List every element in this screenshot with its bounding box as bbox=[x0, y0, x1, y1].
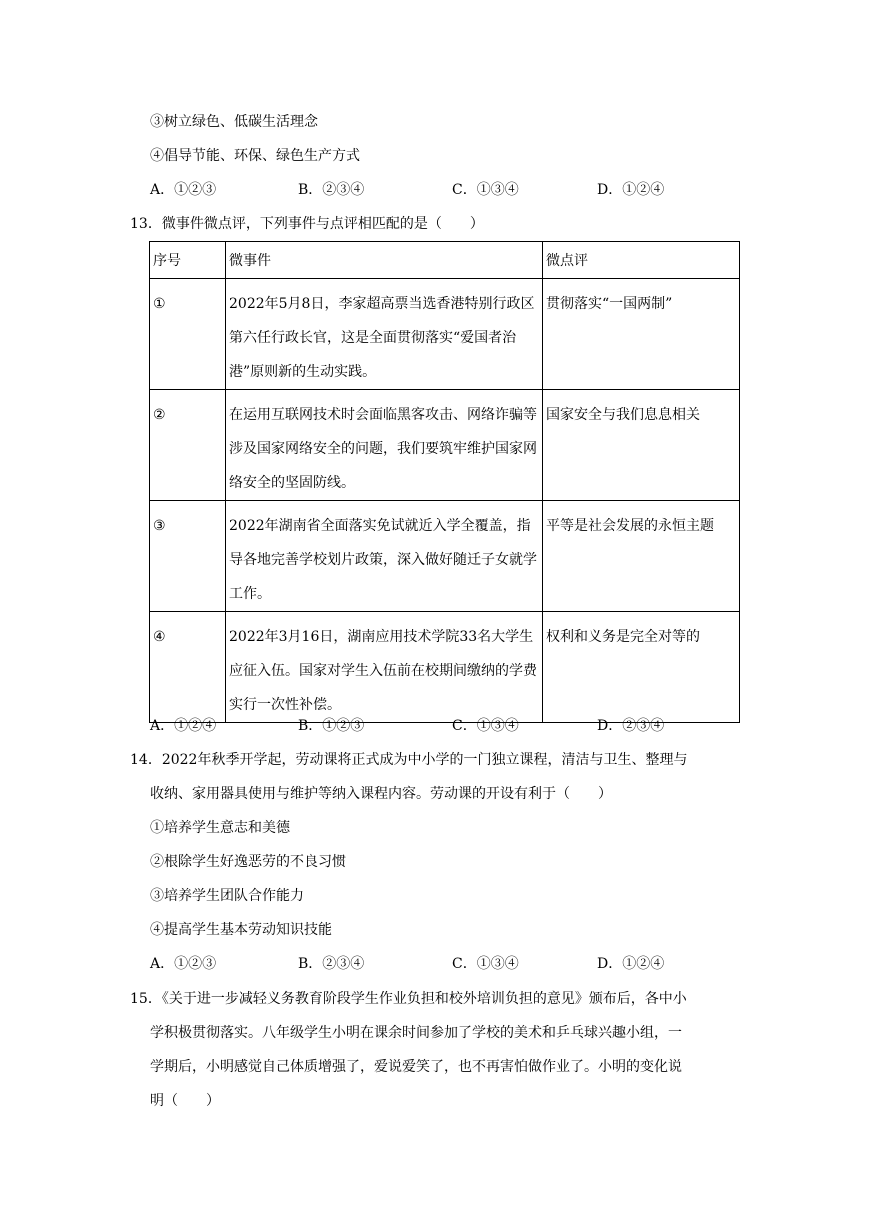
q14-statement-3: ③培养学生团队合作能力 bbox=[150, 888, 304, 904]
row-event: 2022年5月8日，李家超高票当选香港特别行政区第六任行政长官，这是全面贯彻落实“爱国者治港”原则新的生动实践。 bbox=[226, 279, 543, 390]
q14-option-a: A．①②③ bbox=[150, 956, 217, 972]
q15-stem-line-3: 学期后，小明感觉自己体质增强了，爱说爱笑了，也不再害怕做作业了。小明的变化说 bbox=[150, 1059, 682, 1075]
table-row bbox=[150, 390, 740, 501]
header-event: 微事件 bbox=[226, 242, 543, 279]
q13-stem: 13．微事件微点评，下列事件与点评相匹配的是（ ） bbox=[130, 216, 484, 232]
q13-option-d: D．②③④ bbox=[597, 718, 665, 734]
q15-stem-line-1: 15．《关于进一步减轻义务教育阶段学生作业负担和校外培训负担的意见》颁布后，各中小 bbox=[130, 991, 687, 1007]
q13-event-table bbox=[149, 241, 740, 723]
q14-option-b: B．②③④ bbox=[298, 956, 365, 972]
row-comment: 权利和义务是完全对等的 bbox=[543, 612, 740, 723]
row-event: 2022年3月16日，湖南应用技术学院33名大学生应征入伍。国家对学生入伍前在校期间缴纳的学费实行一次性补偿。 bbox=[226, 612, 543, 723]
row-number: ③ bbox=[150, 501, 226, 612]
q13-options bbox=[150, 716, 710, 736]
row-number: ② bbox=[150, 390, 226, 501]
q12-option-c: C．①③④ bbox=[452, 182, 519, 198]
q12-option-a: A．①②③ bbox=[150, 182, 217, 198]
q14-options bbox=[150, 954, 710, 974]
table-header-row bbox=[150, 242, 740, 279]
table-row bbox=[150, 612, 740, 723]
q12-option-b: B．②③④ bbox=[298, 182, 365, 198]
q14-option-c: C．①③④ bbox=[452, 956, 519, 972]
q15-stem-line-4: 明（ ） bbox=[150, 1093, 220, 1109]
q14-statement-4: ④提高学生基本劳动知识技能 bbox=[150, 922, 332, 938]
q14-statement-2: ②根除学生好逸恶劳的不良习惯 bbox=[150, 854, 346, 870]
q14-option-d: D．①②④ bbox=[597, 956, 665, 972]
row-event: 2022年湖南省全面落实免试就近入学全覆盖，指导各地完善学校划片政策，深入做好随迁子女就学工作。 bbox=[226, 501, 543, 612]
q15-stem-line-2: 学积极贯彻落实。八年级学生小明在课余时间参加了学校的美术和乒乓球兴趣小组，一 bbox=[150, 1025, 682, 1041]
q12-statement-4: ④倡导节能、环保、绿色生产方式 bbox=[150, 148, 360, 164]
q13-option-c: C．①③④ bbox=[452, 718, 519, 734]
header-comment: 微点评 bbox=[543, 242, 740, 279]
table-row bbox=[150, 501, 740, 612]
q13-option-a: A．①②④ bbox=[150, 718, 217, 734]
table-row bbox=[150, 279, 740, 390]
q12-option-d: D．①②④ bbox=[597, 182, 665, 198]
row-number: ④ bbox=[150, 612, 226, 723]
q12-statement-3: ③树立绿色、低碳生活理念 bbox=[150, 114, 318, 130]
q14-stem-line-2: 收纳、家用器具使用与维护等纳入课程内容。劳动课的开设有利于（ ） bbox=[150, 786, 612, 802]
row-comment: 贯彻落实“一国两制” bbox=[543, 279, 740, 390]
q14-statement-1: ①培养学生意志和美德 bbox=[150, 820, 290, 836]
header-number: 序号 bbox=[150, 242, 226, 279]
row-event: 在运用互联网技术时会面临黑客攻击、网络诈骗等涉及国家网络安全的问题，我们要筑牢维护国家网络安全的坚固防线。 bbox=[226, 390, 543, 501]
q12-options bbox=[150, 180, 710, 200]
row-comment: 平等是社会发展的永恒主题 bbox=[543, 501, 740, 612]
row-number: ① bbox=[150, 279, 226, 390]
q14-stem-line-1: 14．2022年秋季开学起，劳动课将正式成为中小学的一门独立课程，清洁与卫生、整理与 bbox=[130, 752, 688, 768]
row-comment: 国家安全与我们息息相关 bbox=[543, 390, 740, 501]
q13-option-b: B．①②③ bbox=[298, 718, 365, 734]
